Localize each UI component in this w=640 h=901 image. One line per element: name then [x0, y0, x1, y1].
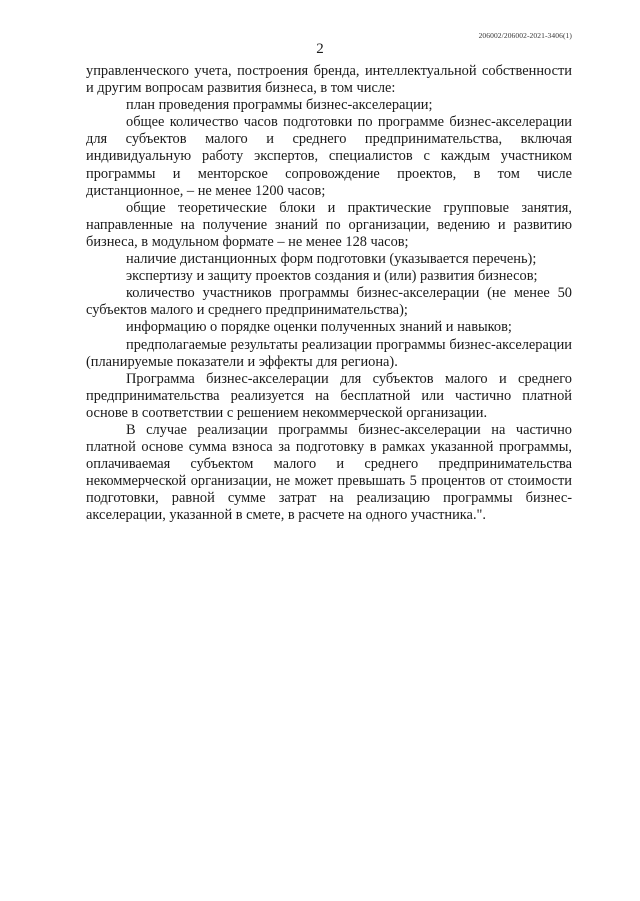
paragraph-10: Программа бизнес-акселерации для субъектов малого и среднего предпринимательства реализуется на бесплатной или частично платной основе в соответствии с решением некоммерческой организации. [86, 370, 572, 421]
paragraph-5: наличие дистанционных форм подготовки (указывается перечень); [126, 251, 537, 268]
document-id: 206002/206002-2021-3406(1) [478, 31, 572, 40]
paragraph-9: предполагаемые результаты реализации программы бизнес-акселерации (планируемые показатели и эффекты для региона). [86, 336, 572, 370]
page-number: 2 [316, 41, 324, 57]
paragraph-11: В случае реализации программы бизнес-акселерации на частично платной основе сумма взноса за подготовку в рамках указанной программы, оплачиваемая субъектом малого и среднего предпринимательства некоммерческой организации, не может превышать 5 процентов от стоимости подготовки, равной сумме затрат на реализацию программы бизнес-акселерации, указанной в смете, в расчете на одного участника.". [86, 421, 572, 524]
paragraph-3: общее количество часов подготовки по программе бизнес-акселерации для субъектов малого и среднего предпринимательства, включая индивидуальную работу экспертов, специалистов с каждым участником программы и менторское сопровождение проектов, в том числе дистанционное, – не менее 1200 часов; [86, 114, 572, 199]
paragraph-1: управленческого учета, построения бренда, интеллектуальной собственности и другим вопросам развития бизнеса, в том числе: [86, 63, 572, 97]
paragraph-8: информацию о порядке оценки полученных знаний и навыков; [126, 319, 512, 336]
paragraph-2: план проведения программы бизнес-акселерации; [126, 97, 433, 114]
paragraph-7: количество участников программы бизнес-акселерации (не менее 50 субъектов малого и среднего предпринимательства); [86, 285, 572, 319]
paragraph-4: общие теоретические блоки и практические групповые занятия, направленные на получение знаний по организации, ведению и развитию бизнеса, в модульном формате – не менее 128 часов; [86, 199, 572, 250]
document-body [86, 63, 572, 525]
paragraph-6: экспертизу и защиту проектов создания и (или) развития бизнесов; [126, 268, 538, 285]
